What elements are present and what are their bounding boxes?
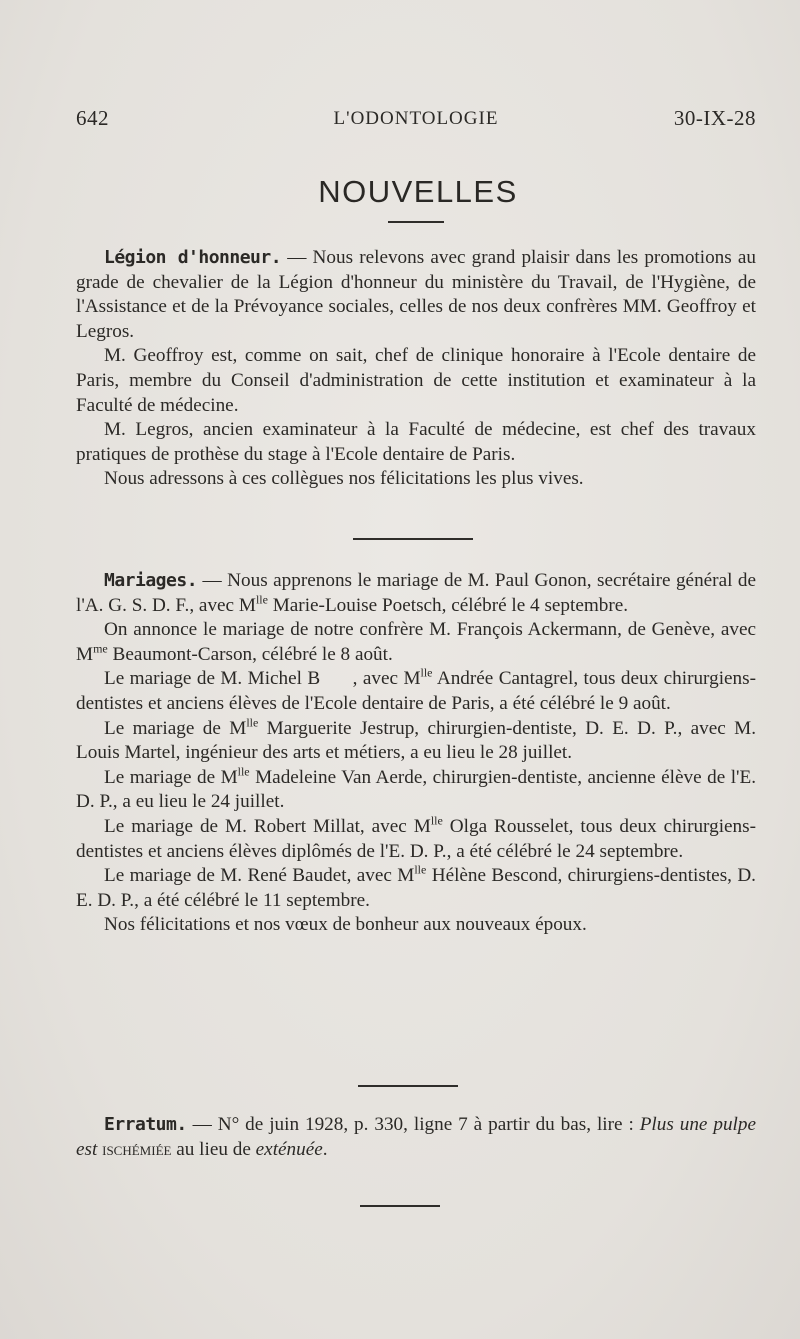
paragraph: Le mariage de $M^{lle}$ Madeleine Van Aerde, chirurgien-dentiste, ancienne élève de l'E. D. P., a eu lieu le 24 juillet. <box>76 764 756 813</box>
paragraph: Le mariage de M. René Baudet, avec $M^{lle}$ Hélène Bescond, chirurgiens-dentistes, D. E. D. P., a été célébré le 11 septembre. <box>76 862 756 911</box>
paragraph-text: — Nous relevons avec grand plaisir dans les promotions au grade de chevalier de la Légion d'honneur du ministère du Travail, de l'Hygiène, de l'Assistance et de la Prévoyance sociales, celles de nos deux confrères MM. Geoffroy et Legros. <box>76 247 756 342</box>
journal-title: L'ODONTOLOGIE <box>333 108 499 129</box>
section-heading: Erratum. <box>104 1114 187 1135</box>
paragraph: Nous adressons à ces collègues nos félicitations les plus vives. <box>104 468 584 490</box>
paragraph: M. Legros, ancien examinateur à la Faculté de médecine, est chef des travaux pratiques de prothèse du stage à l'Ecole dentaire de Paris. <box>76 419 756 465</box>
section-divider <box>358 1085 458 1087</box>
paragraph: Le mariage de M. Michel B , avec $M^{lle}$ Andrée Cantagrel, tous deux chirurgiens-dentistes et anciens élèves de l'Ecole dentaire de Paris, a été célébré le 9 août. <box>76 665 756 714</box>
section-heading: Légion d'honneur. <box>104 247 282 268</box>
page-title: NOUVELLES <box>318 174 518 209</box>
section-erratum <box>76 1113 756 1162</box>
paragraph: M. Geoffroy est, comme on sait, chef de clinique honoraire à l'Ecole dentaire de Paris, membre du Conseil d'administration de cette institution et examinateur à la Faculté de médecine. <box>76 345 756 416</box>
end-rule <box>360 1205 440 1207</box>
paragraph: Mariages. — Nous apprenons le mariage de M. Paul Gonon, secrétaire général de l'A. G. S. D. F., avec $M^{lle}$ Marie-Louise Poetsch, célébré le 4 septembre. <box>76 570 756 616</box>
paragraph: Erratum. — N° de juin 1928, p. 330, ligne 7 à partir du bas, lire : Plus une pulpe est ischémiée au lieu de exténuée. <box>76 1114 756 1160</box>
section-legion-honneur <box>76 246 756 492</box>
page-number: 642 <box>76 106 109 130</box>
issue-date: 30-IX-28 <box>673 106 756 130</box>
section-heading: Mariages. <box>104 570 198 591</box>
paragraph: On annonce le mariage de notre confrère M. François Ackermann, de Genève, avec $M^{me}$ Beaumont-Carson, célébré le 8 août. <box>76 619 756 665</box>
paragraph: Le mariage de $M^{lle}$ Marguerite Jestrup, chirurgien-dentiste, D. E. D. P., avec M. Louis Martel, ingénieur des arts et métiers, a eu lieu le 28 juillet. <box>76 715 756 764</box>
paragraph: Le mariage de M. Robert Millat, avec $M^{lle}$ Olga Rousselet, tous deux chirurgiens-dentistes et anciens élèves diplômés de l'E. D. P., a été célébré le 24 septembre. <box>76 813 756 862</box>
section-divider <box>353 538 473 540</box>
section-mariages <box>76 569 756 938</box>
paragraph: Nos félicitations et nos vœux de bonheur aux nouveaux époux. <box>104 914 587 936</box>
running-head <box>76 106 756 136</box>
paragraph <box>76 246 756 344</box>
title-rule <box>388 221 444 223</box>
